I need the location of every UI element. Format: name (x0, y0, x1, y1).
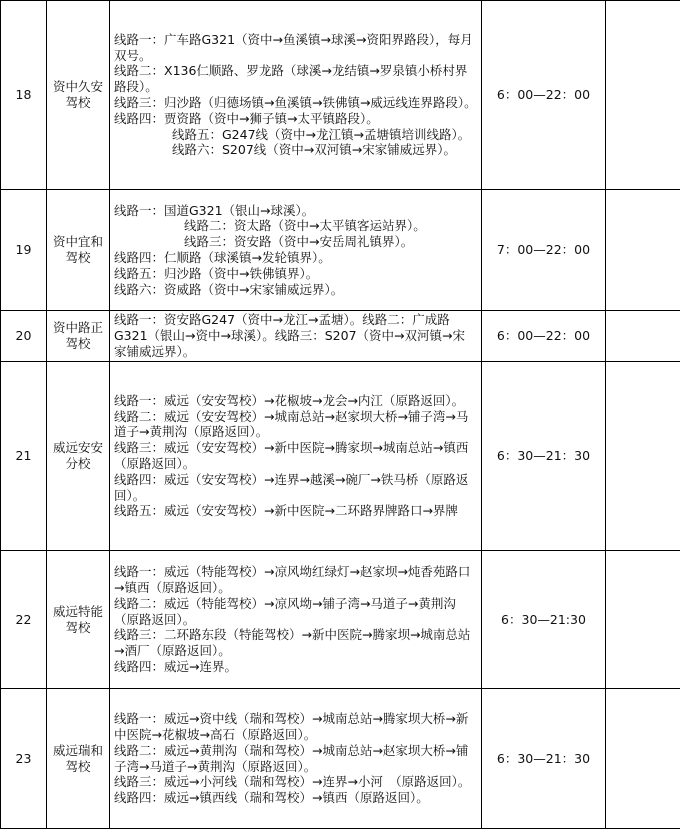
route-item: 线路一：资安路G247（资中→龙江→孟塘）。线路二：广成路G321（银山→资中→球溪）。线路三：S207（资中→双河镇→宋家铺威远界）。 (114, 312, 465, 359)
empty-cell (606, 190, 680, 311)
row-number: 20 (1, 311, 47, 362)
route-list (110, 190, 482, 311)
empty-cell (606, 551, 680, 689)
route-item: 线路三：威远→小河线（瑞和驾校）→连界→小河 （原路返回）。 (114, 774, 471, 790)
empty-cell (606, 1, 680, 190)
training-hours: 6：00—22：00 (482, 311, 606, 362)
school-name: 威远特能驾校 (47, 551, 110, 689)
row-number: 19 (1, 190, 47, 311)
training-hours: 6：30—21：30 (482, 689, 606, 829)
route-item: 线路五：G247线（资中→龙江镇→孟塘镇培训线路）。 (172, 126, 471, 142)
route-item: 线路三：威远（安安驾校）→新中医院→腾家坝→城南总站→镇西（原路返回）。 (114, 440, 469, 471)
school-name: 资中宜和驾校 (47, 190, 110, 311)
empty-cell (606, 311, 680, 362)
route-item: 线路二：威远（特能驾校）→凉风坳→铺子湾→马道子→黄荆沟（原路返回）。 (114, 595, 456, 627)
route-item: 线路五：威远（安安驾校）→新中医院→二环路界牌路口→界牌 (114, 503, 458, 519)
table-row (1, 1, 680, 190)
route-item: 线路四：贾资路（资中→狮子镇→太平镇路段）。 (114, 110, 379, 126)
route-item: 线路二：资太路（资中→太平镇客运站界）。 (184, 218, 426, 234)
training-hours: 6：30—21：30 (482, 362, 606, 551)
route-item: 线路一：广车路G321（资中→鱼溪镇→球溪→资阳界路段），每月双号。 (114, 31, 473, 63)
route-item: 线路六：资威路（资中→宋家铺威远界）。 (114, 281, 344, 297)
route-item: 线路三：二环路东段（特能驾校）→新中医院→腾家坝→城南总站→酒厂（原路返回）。 (114, 627, 471, 659)
empty-cell (606, 689, 680, 829)
row-number: 21 (1, 362, 47, 551)
row-number: 18 (1, 1, 47, 190)
school-name: 资中久安驾校 (47, 1, 110, 190)
table-row (1, 311, 680, 362)
training-hours: 7：00—22：00 (482, 190, 606, 311)
route-item: 线路一：国道G321（银山→球溪）。 (114, 202, 315, 218)
school-name: 威远瑞和驾校 (47, 689, 110, 829)
empty-cell (606, 362, 680, 551)
route-item: 线路四：威远（安安驾校）→连界→越溪→碗厂→铁马桥（原路返回）。 (114, 471, 469, 503)
school-name: 威远安安分校 (47, 362, 110, 551)
table-row (1, 362, 680, 551)
route-item: 线路四：威远→镇西线（瑞和驾校）→镇西（原路返回）。 (114, 790, 429, 806)
route-item: 线路二：威远→黄荆沟（瑞和驾校）→城南总站→赵家坝大桥→铺子湾→马道子→黄荆沟（原路返回）。 (114, 742, 469, 774)
row-number: 23 (1, 689, 47, 829)
training-hours: 6：30—21:30 (482, 551, 606, 689)
route-item: 线路五：归沙路（资中→铁佛镇界）。 (114, 265, 319, 281)
school-name: 资中路正驾校 (47, 311, 110, 362)
route-item: 线路二：威远（安安驾校）→城南总站→赵家坝大桥→铺子湾→马道子→黄荆沟（原路返回）。 (114, 408, 469, 440)
route-item: 线路一：威远（安安驾校）→花椒坡→龙会→内江（原路返回）。 (114, 392, 465, 408)
table-row (1, 190, 680, 311)
route-item: 线路六：S207线（资中→双河镇→宋家铺威远界）。 (172, 142, 456, 158)
route-list (110, 1, 482, 190)
route-item: 线路四：威远→连界。 (114, 658, 237, 674)
route-item: 线路三：归沙路（归德场镇→鱼溪镇→铁佛镇→威远线连界路段）。 (114, 95, 477, 110)
route-list (110, 551, 482, 689)
route-item: 线路一：威远（特能驾校）→凉风坳红绿灯→赵家坝→炖香苑路口→镇西（原路返回）。 (114, 564, 471, 595)
training-hours: 6：00—22：00 (482, 1, 606, 190)
table-row (1, 689, 680, 829)
route-list (110, 362, 482, 551)
route-list (110, 689, 482, 829)
route-item: 线路四：仁顺路（球溪镇→发轮镇界）。 (114, 250, 331, 265)
route-item: 线路二：X136仁顺路、罗龙路（球溪→龙结镇→罗泉镇小桥村界路段）。 (114, 63, 468, 95)
route-item: 线路三：资安路（资中→安岳周礼镇界）。 (184, 234, 414, 250)
row-number: 22 (1, 551, 47, 689)
table-row (1, 551, 680, 689)
route-list (110, 311, 482, 362)
route-item: 线路一：威远→资中线（瑞和驾校）→城南总站→腾家坝大桥→新中医院→花椒坡→高石（原路返回）。 (114, 711, 469, 742)
